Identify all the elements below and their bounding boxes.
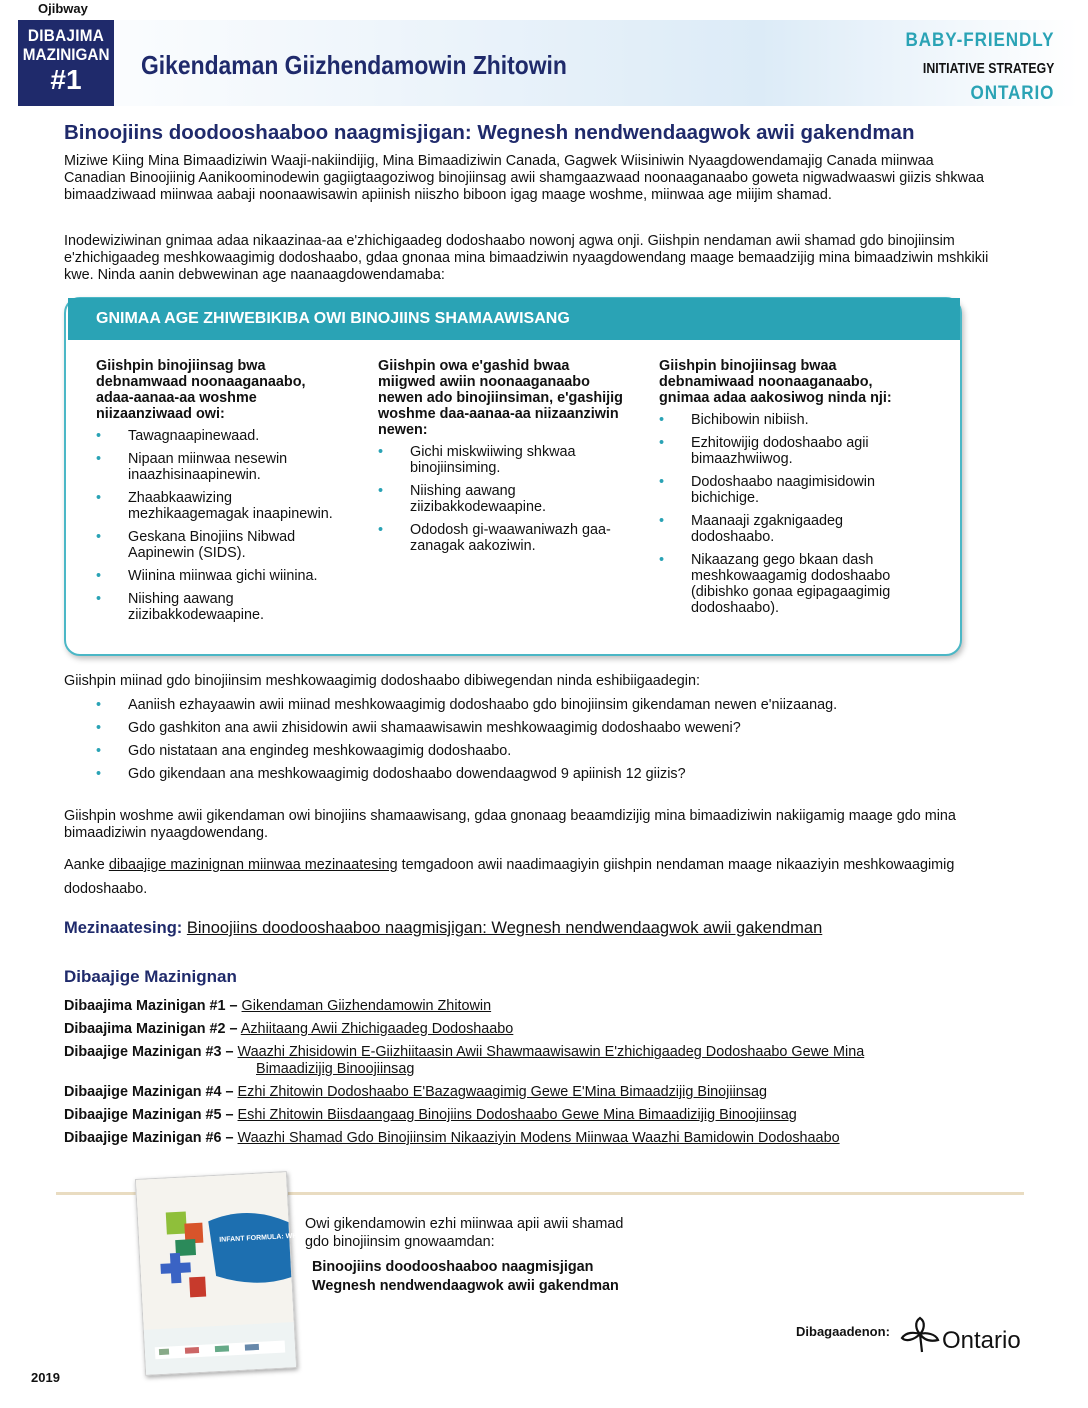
questions-lead: Giishpin miinad gdo binojiinsim meshkowaagimig dodoshaabo dibiwegendan ninda eshibiigaadegin:: [64, 673, 701, 689]
intro-paragraph-2: Inodewiziwinan gnimaa adaa nikaazinaa-aa e'zhichigaadeg dodoshaabo nowonj agwa onji. Giishpin nendaman awii shamad gdo binojiinsim e'zhichigaadeg meshkowaagimig dodoshaabo, gdaa gnonaa mina bimaadziwin nyaagdowendang maage bemaadzijig mina bimaadziwin mshkikii kwe. Ninda aanin debwewinan age naanaagdowendamaba:: [64, 233, 989, 283]
list-item: • Nipaan miinwaa nesewin inaazhisinaapinewin.: [96, 451, 346, 483]
list-item: • Maanaaji zgaknigaadeg dodoshaabo.: [659, 513, 909, 545]
sheet-number-tag: [18, 20, 114, 106]
bfi-line1: BABY-FRIENDLY: [905, 30, 1054, 51]
tag-number: #1: [50, 64, 82, 95]
sheet-link[interactable]: Gikendaman Giizhendamowin Zhitowin: [241, 998, 492, 1014]
list-item: • Gichi miskwiiwing shkwaa binojiinsiming.: [378, 444, 628, 476]
sheet-link[interactable]: Eshi Zhitowin Biisdaangaag Binojiins Dodoshaabo Gewe Mina Bimaadizijig Binoojiinsag: [237, 1107, 797, 1123]
sheet-label: Dibaajige Mazinigan #5 –: [64, 1107, 234, 1123]
sheet-row: [64, 1107, 1014, 1124]
video-link[interactable]: Binoojiins doodooshaaboo naagmisjigan: Wegnesh nendwendaagwok awii gakendman: [186, 919, 823, 937]
risk-box-heading: GNIMAA AGE ZHIWEBIKIBA OWI BINOJIINS SHAMAAWISANG: [68, 298, 960, 340]
sheet-label: Dibaajige Mazinigan #4 –: [64, 1084, 234, 1100]
column-heading: Giishpin binojiinsag bwaa debnamiwaad noonaaganaabo, gnimaa adaa aakosiwog ninda nji:: [659, 358, 892, 406]
sheet-link[interactable]: Waazhi Shamad Gdo Binojiinsim Nikaaziyin Modens Miinwaa Waazhi Bamidowin Dodoshaabo: [237, 1130, 840, 1146]
list-item: • Zhaabkaawizing mezhikaagemagak inaapinewin.: [96, 490, 346, 522]
cover-title: INFANT FORMULA: WHAT YOU NEED TO KNOW: [219, 1228, 381, 1244]
bfi-logo: [889, 30, 1054, 105]
booklet-cover-image: [135, 1171, 381, 1376]
risk-column-1: [96, 358, 346, 630]
list-item: • Bichibowin nibiish.: [659, 412, 909, 428]
list-item: • Aaniish ezhayaawin awii miinad meshkowaagimig dodoshaabo gdo binojiinsim gikendaman newen e'niizaanag.: [96, 697, 996, 713]
tag-line2: MAZINIGAN: [22, 45, 110, 64]
intro-heading: Binoojiins doodooshaaboo naagmisjigan: Wegnesh nendwendaagwok awii gakendman: [64, 121, 915, 144]
list-item: • Dodoshaabo naagimisidowin bichichige.: [659, 474, 909, 506]
sheet-link-continued[interactable]: Bimaadizijig Binoojiinsag: [256, 1061, 415, 1077]
trillium-icon: [902, 1318, 938, 1352]
year-label: 2019: [31, 1370, 60, 1385]
column-heading: Giishpin owa e'gashid bwaa miigwed awiin noonaaganaabo newen ado binojiinsiman, e'gashijig woshme daa-aanaa-aa niizaanziwin newen:: [378, 358, 623, 438]
column-heading: Giishpin binojiinsag bwa debnamwaad noonaaganaabo, adaa-aanaa-aa woshme niizaanziwaad owi:: [96, 358, 306, 422]
resources-paragraph: Aanke dibaajige mazinignan miinwaa mezinaatesing temgadoon awii naadimaagiyin giishpin nendaman maage nikaaziyin meshkowaagimig dodoshaabo.: [64, 857, 955, 897]
ontario-logo: [900, 1312, 1030, 1363]
sheet-row: [64, 1130, 1014, 1147]
bfi-line3: ONTARIO: [970, 83, 1054, 104]
sheet-row: [64, 1021, 1014, 1038]
list-item: • Wiinina miinwaa gichi wiinina.: [96, 568, 346, 584]
mezinaatesing-label: Mezinaatesing:: [64, 919, 183, 937]
sheet-link[interactable]: Waazhi Zhisidowin E-Giizhiitaasin Awii Shawmaawisawin E'zhichigaadeg Dodoshaabo Gewe Mina: [237, 1044, 865, 1060]
list-item: • Nikaazang gego bkaan dash meshkowaagamig dodoshaabo (dibishko gonaa egipagaagimig dodoshaabo).: [659, 552, 909, 616]
list-item: • Niishing aawang ziizibakkodewaapine.: [96, 591, 346, 623]
questions-list: [96, 697, 996, 789]
list-item: • Gdo nistataan ana engindeg meshkowaagimig dodoshaabo.: [96, 743, 996, 759]
sheet-link[interactable]: Azhiitaang Awii Zhichigaadeg Dodoshaabo: [240, 1021, 514, 1037]
sheet-row: [64, 998, 1014, 1015]
bfi-line2: INITIATIVE STRATEGY: [922, 60, 1054, 77]
risk-column-3: [659, 358, 909, 623]
sheet-row: [64, 1084, 1014, 1101]
mezinaatesing-line: [64, 919, 822, 938]
page-title: Gikendaman Giizhendamowin Zhitowin: [141, 50, 567, 80]
sheet-label: Dibaajima Mazinigan #2 –: [64, 1021, 238, 1037]
sheet-label: Dibaajige Mazinigan #3 –: [64, 1044, 234, 1060]
funded-by-label: Dibagaadenon:: [796, 1324, 890, 1339]
tag-line1: DIBAJIMA: [27, 26, 105, 45]
questions-paragraph: Giishpin woshme awii gikendaman owi binojiins shamaawisang, gdaa gnonaag beaamdizijig mina bimaadiziwin nakiigamig maage gdo mina bimaadiziwin nyaagdowendang.: [64, 808, 956, 841]
sheet-link[interactable]: Ezhi Zhitowin Dodoshaabo E'Bazagwaagimig Gewe E'Mina Bimaadzijig Binojiinsag: [237, 1084, 767, 1100]
footer-text: Owi gikendamowin ezhi miinwaa apii awii shamad gdo binojiinsim gnowaamdan:: [305, 1216, 624, 1250]
risk-column-2: [378, 358, 628, 561]
intro-paragraph-1: Miziwe Kiing Mina Bimaadiziwin Waaji-nakiindijig, Mina Bimaadiziwin Canada, Gagwek Wiisiniwin Nyaagdowendamajig Canada miinwaa Canadian Binoojiinig Aanikoominodewin gagiigtaagoziwog binojiinsag awii shamgaazwaad noonaaganaabo goweta nigwadwaaswi giizis shkwaa bimaadziwaad miinwaa aabaji noonaawisawin apiinish niiszho biboon igag maage woshme, miinwaa age miijim shamad.: [64, 153, 985, 203]
list-item: • Gdo gikendaan ana meshkowaagimig dodoshaabo dowendaagwod 9 apiinish 12 giizis?: [96, 766, 996, 782]
footer-booklet-title: Binoojiins doodooshaaboo naagmisjigan Wegnesh nendwendaagwok awii gakendman: [312, 1259, 619, 1294]
sheets-list: [64, 998, 1014, 1153]
language-label: Ojibway: [38, 1, 88, 16]
ontario-wordmark: Ontario: [942, 1327, 1021, 1354]
sheet-label: Dibaajima Mazinigan #1 –: [64, 998, 238, 1014]
list-item: • Ezhitowijig dodoshaabo agii bimaazhwiiwog.: [659, 435, 909, 467]
list-item: • Niishing aawang ziizibakkodewaapine.: [378, 483, 628, 515]
resources-link[interactable]: dibaajige mazinignan miinwaa mezinaatesing: [108, 857, 398, 873]
list-item: • Gdo gashkiton ana awii zhisidowin awii shamaawisawin meshkowaagimig dodoshaabo weweni?: [96, 720, 996, 736]
sheets-heading: Dibaajige Mazinignan: [64, 967, 237, 986]
list-item: • Tawagnaapinewaad.: [96, 428, 346, 444]
list-item: • Geskana Binojiins Nibwad Aapinewin (SIDS).: [96, 529, 346, 561]
sheet-row: [64, 1044, 1014, 1078]
sheet-label: Dibaajige Mazinigan #6 –: [64, 1130, 234, 1146]
list-item: • Ododosh gi-waawaniwazh gaa-zanagak aakoziwin.: [378, 522, 628, 554]
